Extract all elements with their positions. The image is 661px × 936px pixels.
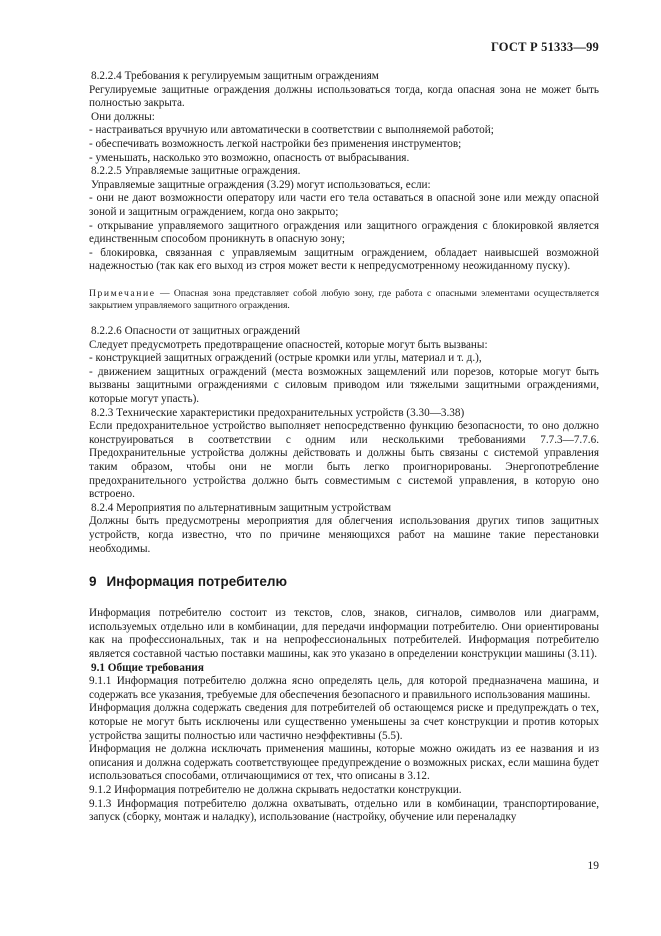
paragraph: Информация должна содержать сведения для потребителей об остающемся риске и предупреждать о тех, которые не могут быть исключены или существенно уменьшены за счет конструкции и против которых устройства защиты полностью или частично неэффективны (5.5). — [89, 702, 599, 742]
section-9-number: 9 — [89, 574, 97, 590]
paragraph: 9.1.1 Информация потребителю должна ясно определять цель, для которой предназначена машина, и содержать все указания, требуемые для обеспечения безопасного и правильного использования машины. — [89, 675, 599, 701]
paragraph: 9.1.3 Информация потребителю должна охватывать, отдельно или в комбинации, транспортирование, запуск (сборку, монтаж и наладку), использование (настройку, обучение или переналадку — [89, 797, 599, 824]
document-body — [89, 70, 599, 825]
paragraph: Должны быть предусмотрены мероприятия для облегчения использования других типов защитных устройств, когда известно, что по причине меняющихся работ на машине такие перестановки необходимы. — [89, 515, 599, 555]
paragraph: Информация потребителю состоит из текстов, слов, знаков, сигналов, символов или диаграмм, используемых отдельно или в комбинации, для передачи информации потребителю. Они ориентированы как на профессиональных, так и на непрофессиональных потребителей. Информация потребителю является составной частью поставки машины, как это указано в определении конструкции машины (3.11). — [89, 607, 599, 660]
list-item: - блокировка, связанная с управляемым защитным ограждением, обладает наивысшей возможной надежностью (так как его выход из строя может вести к непредусмотренному неожиданному пуску). — [89, 246, 599, 273]
list-item: - открывание управляемого защитного ограждения или защитного ограждения с блокировкой является единственным способом проникнуть в опасную зону; — [89, 219, 599, 246]
list-item: - обеспечивать возможность легкой настройки без применения инструментов; — [89, 137, 462, 150]
section-8-2-2-4 — [89, 70, 599, 274]
note-text: — Опасная зона представляет собой любую зону, где работа с опасными элементами осуществляется закрытием управляемого защитного ограждения. — [89, 287, 599, 311]
section-8-2-2-6 — [89, 325, 599, 556]
page-number: 19 — [587, 860, 599, 872]
paragraph: Если предохранительное устройство выполняет непосредственно функцию безопасности, то оно должно конструироваться в соответствии с одним или несколькими требованиями 7.7.3—7.7.6. Предохранительные устройства должны действовать и должны быть связаны с системой управления таким образом, чтобы они не могли быть легко проигнорированы. Энергопотребление предохранительного устройства должно быть совместимым с системой управления, в которую оно встроено. — [89, 420, 599, 501]
list-item: - уменьшать, насколько это возможно, опасность от выбрасывания. — [89, 151, 410, 164]
paragraph: Следует предусмотреть предотвращение опасностей, которые могут быть вызваны: — [89, 338, 488, 351]
section-9-heading — [89, 574, 599, 589]
paragraph: 8.2.2.4 Требования к регулируемым защитным ограждениям — [91, 70, 379, 82]
paragraph: 8.2.4 Мероприятия по альтернативным защитным устройствам — [91, 501, 392, 514]
paragraph: 9.1.2 Информация потребителю не должна скрывать недостатки конструкции. — [89, 783, 462, 796]
list-item: - конструкцией защитных ограждений (острые кромки или углы, материал и т. д.), — [89, 352, 482, 365]
paragraph: Они должны: — [91, 110, 155, 123]
list-item: - движением защитных ограждений (места возможных защемлений или порезов, которые могут быть вызваны защитными ограждениями с силовым приводом или тяжелыми защитными ограждениями, которые могут упасть). — [89, 365, 599, 406]
subsection-9-1-heading: 9.1 Общие требования — [91, 661, 204, 674]
section-9-1 — [89, 675, 599, 825]
document-header: ГОСТ Р 51333—99 — [490, 40, 599, 54]
paragraph: 8.2.2.6 Опасности от защитных ограждений — [91, 325, 301, 338]
paragraph: Информация не должна исключать применения машины, которые можно ожидать из ее названия и из описания и должна содержать соответствующее предупреждение о возможных рисках, если машина будет использоваться способами, отличающимися от тех, что описаны в 3.12. — [89, 743, 599, 783]
paragraph: 8.2.3 Технические характеристики предохранительных устройств (3.30—3.38) — [91, 406, 465, 419]
paragraph: Регулируемые защитные ограждения должны использоваться тогда, когда опасная зона не может быть полностью закрыта. — [89, 83, 599, 110]
note — [89, 288, 599, 311]
paragraph: 8.2.2.5 Управляемые защитные ограждения. — [91, 165, 301, 178]
list-item: - настраиваться вручную или автоматически в соответствии с выполняемой работой; — [89, 124, 494, 137]
paragraph: Управляемые защитные ограждения (3.29) могут использоваться, если: — [91, 178, 431, 191]
section-9-intro — [89, 607, 599, 661]
list-item: - они не дают возможности оператору или части его тела оставаться в опасной зоне или между опасной зоной и защитным ограждением, когда оно закрыто; — [89, 192, 599, 218]
section-9-title: Информация потребителю — [106, 574, 287, 590]
note-label: Примечание — [89, 287, 156, 299]
